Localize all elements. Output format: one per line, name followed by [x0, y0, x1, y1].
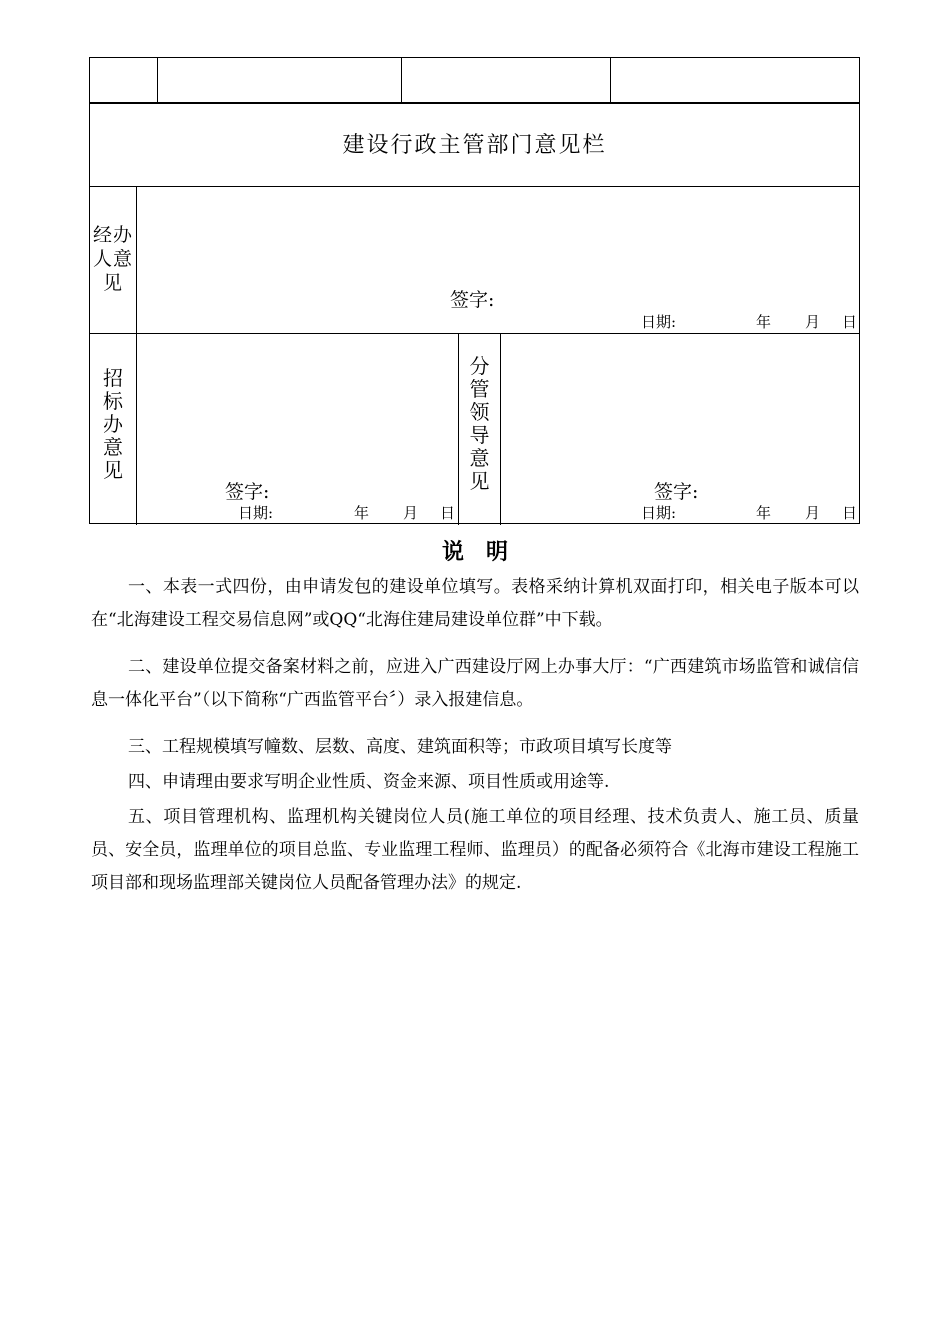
tender-office-date-label: 日期: — [238, 504, 274, 522]
tender-office-date-day: 日 — [440, 504, 456, 522]
label-char: 招 — [103, 366, 123, 390]
leader-date-label: 日期: — [641, 504, 677, 522]
officer-sign-label: 签字: — [450, 289, 495, 311]
officer-opinion-row — [90, 187, 859, 334]
note-item: 二、建设单位提交备案材料之前，应进入广西建设厅网上办事大厅：“广西建筑市场监管和诚信信息一体化平台”（以下简称“广西监管平台〞）录入报建信息。 — [91, 657, 859, 710]
label-char: 意 — [469, 446, 490, 470]
cell-divider — [401, 58, 402, 102]
officer-date-label: 日期: — [641, 313, 677, 331]
label-char: 办 — [103, 412, 123, 436]
note-item: 五、项目管理机构、监理机构关键岗位人员(施工单位的项目经理、技术负责人、施工员、质量员、安全员，监理单位的项目总监、专业监理工程师、监理员）的配备必须符合《北海市建设工程施工项目部和现场监理部关键岗位人员配备管理办法》的规定. — [91, 807, 859, 893]
leader-sign-label: 签字: — [654, 481, 699, 503]
tender-office-label — [90, 334, 137, 525]
leader-opinion-label — [458, 334, 501, 525]
label-char: 分 — [469, 354, 490, 378]
opinion-row-bottom — [90, 334, 859, 525]
label-char: 意 — [103, 435, 123, 459]
tender-office-date-year: 年 — [354, 504, 370, 522]
note-item: 一、本表一式四份，由申请发包的建设单位填写。表格采纳计算机双面打印，相关电子版本可以在“北海建设工程交易信息网”或QQ“北海住建局建设单位群”中下载。 — [91, 577, 859, 630]
label-char: 见 — [469, 469, 490, 493]
leader-date-year: 年 — [756, 504, 772, 522]
officer-date-year: 年 — [756, 313, 772, 331]
note-item: 四、申请理由要求写明企业性质、资金来源、项目性质或用途等. — [128, 772, 610, 792]
officer-date-day: 日 — [842, 313, 858, 331]
label-char: 标 — [103, 389, 123, 413]
notes-body — [91, 571, 859, 914]
section-title-row — [90, 104, 859, 187]
notes-title: 说明 — [441, 539, 530, 565]
cell-divider — [157, 58, 158, 102]
label-char: 管 — [469, 377, 490, 401]
tender-office-date-month: 月 — [403, 504, 419, 522]
officer-opinion-label: 经办人意见 — [90, 187, 137, 333]
form-header-row — [90, 58, 859, 104]
label-char: 领 — [469, 400, 490, 424]
label-char: 导 — [469, 423, 490, 447]
leader-date-day: 日 — [842, 504, 858, 522]
officer-date-month: 月 — [805, 313, 821, 331]
label-char: 见 — [103, 458, 123, 482]
cell-divider — [610, 58, 611, 102]
approval-form-table — [89, 57, 860, 524]
tender-office-sign-label: 签字: — [225, 481, 270, 503]
note-item: 三、工程规模填写幢数、层数、高度、建筑面积等；市政项目填写长度等 — [128, 737, 672, 757]
section-title: 建设行政主管部门意见栏 — [342, 132, 607, 158]
leader-date-month: 月 — [805, 504, 821, 522]
